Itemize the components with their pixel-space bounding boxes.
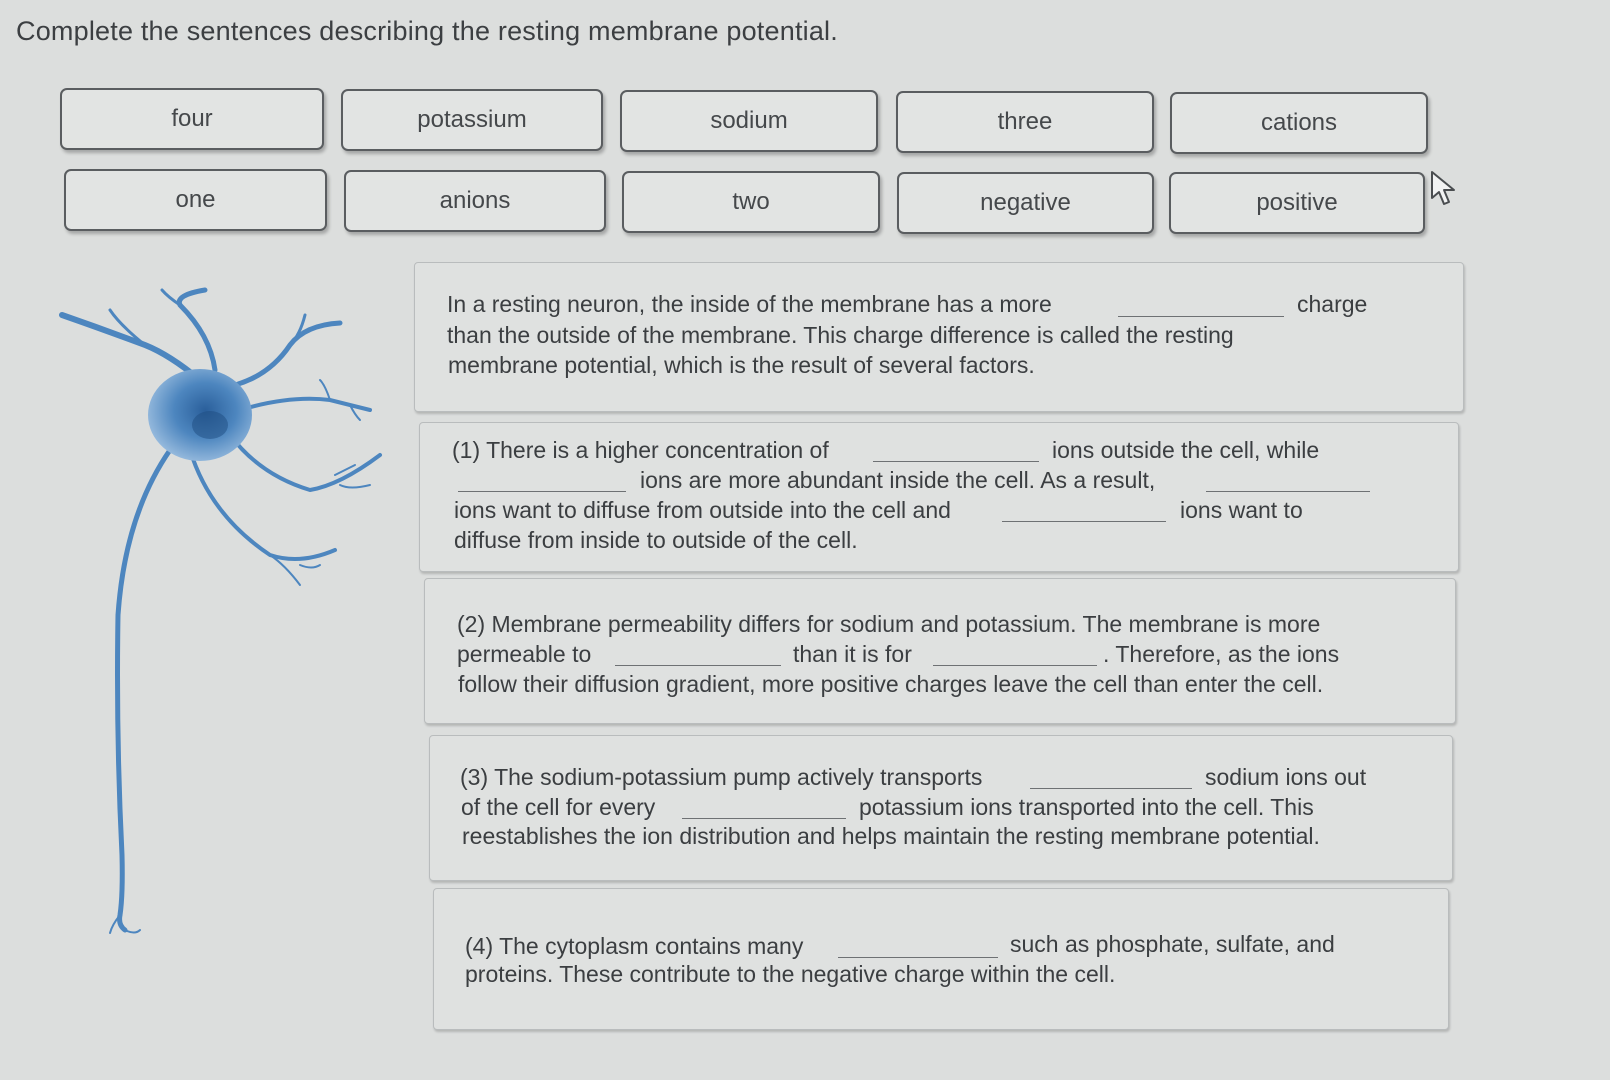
factor-2-line-2a: permeable to [457,641,592,667]
factor-3-line-2b: potassium ions transported into the cell. This [859,794,1314,820]
factor-1-line-1b: ions outside the cell, while [1052,437,1320,463]
factor-2-line-2c: . Therefore, as the ions [1103,641,1340,667]
factor-1-line-1a: (1) There is a higher concentration of [452,437,829,463]
blank-charge-type[interactable] [1118,316,1284,317]
factor-1-line-2: ions are more abundant inside the cell. As a result, [640,467,1156,493]
factor-3-line-1b: sodium ions out [1205,764,1367,790]
instruction-title: Complete the sentences describing the resting membrane potential. [16,16,838,46]
factor-3-line-1a: (3) The sodium-potassium pump actively transports [460,764,983,790]
factor-4-line-1b: such as phosphate, sulfate, and [1010,931,1335,957]
word-tile-sodium[interactable]: sodium [620,90,878,152]
factor-1-line-4: diffuse from inside to outside of the cell. [454,527,858,553]
word-tile-anions[interactable]: anions [344,170,606,232]
blank-potassium-count[interactable] [682,818,846,819]
word-tile-three[interactable]: three [896,91,1154,153]
intro-panel [414,262,1464,412]
word-tile-positive[interactable]: positive [1169,172,1425,234]
blank-cytoplasm-ions[interactable] [838,957,998,958]
factor-2-panel [424,578,1456,724]
factor-2-line-2b: than it is for [793,641,912,667]
factor-4-line-1a: (4) The cytoplasm contains many [465,933,804,959]
blank-outside-ion[interactable] [873,461,1039,462]
factor-3-line-2a: of the cell for every [461,794,656,820]
blank-inside-ion[interactable] [458,491,626,492]
factor-1-panel [419,422,1459,572]
mouse-pointer-icon [1428,168,1462,208]
factor-1-line-3b: ions want to [1180,497,1303,523]
factor-4-line-2: proteins. These contribute to the negative charge within the cell. [465,961,1116,987]
word-tile-potassium[interactable]: potassium [341,89,603,151]
factor-1-line-3a: ions want to diffuse from outside into the cell and [454,497,951,523]
word-tile-cations[interactable]: cations [1170,92,1428,154]
blank-outward-ion[interactable] [1002,521,1166,522]
word-tile-negative[interactable]: negative [897,172,1154,234]
blank-more-permeable-ion[interactable] [615,665,781,666]
factor-3-panel [429,735,1453,881]
blank-less-permeable-ion[interactable] [933,665,1097,666]
neuron-illustration [50,285,410,975]
blank-inward-ion[interactable] [1206,491,1370,492]
word-bank [0,0,1610,260]
blank-sodium-count[interactable] [1030,788,1192,789]
intro-line-1a: In a resting neuron, the inside of the membrane has a more [447,291,1052,317]
factor-4-panel [433,888,1449,1030]
word-tile-four[interactable]: four [60,88,324,150]
word-tile-one[interactable]: one [64,169,327,231]
intro-line-1b: charge [1297,291,1368,317]
factor-2-line-1: (2) Membrane permeability differs for sodium and potassium. The membrane is more [457,611,1321,637]
intro-line-2: than the outside of the membrane. This charge difference is called the resting [447,322,1234,348]
word-tile-two[interactable]: two [622,171,880,233]
intro-line-3: membrane potential, which is the result of several factors. [448,352,1035,378]
factor-3-line-3: reestablishes the ion distribution and helps maintain the resting membrane potential. [462,823,1320,849]
factor-2-line-3: follow their diffusion gradient, more positive charges leave the cell than enter the cell. [458,671,1324,697]
